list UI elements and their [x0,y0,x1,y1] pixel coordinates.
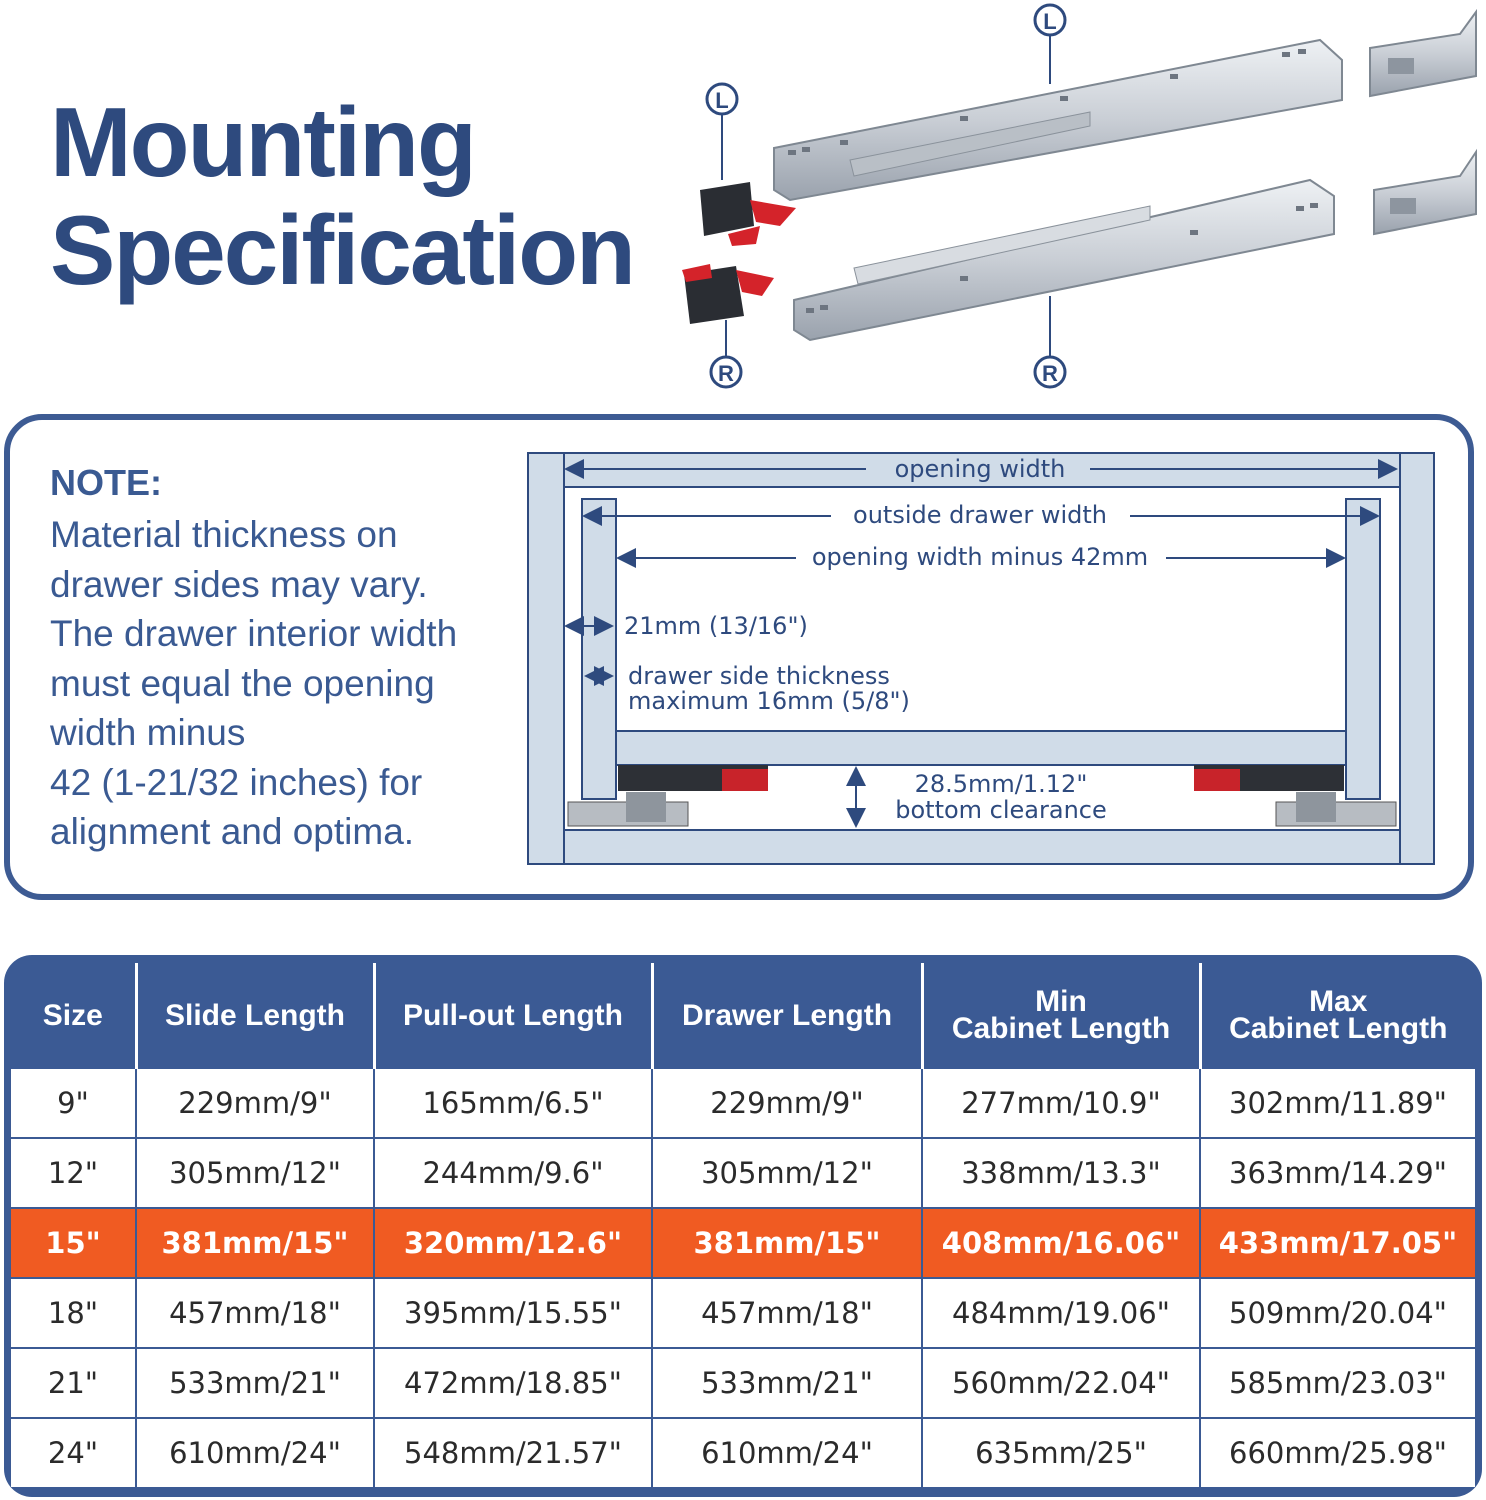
right-locking-device [682,264,774,324]
svg-text:L: L [715,88,729,113]
cell-pullout-length: 244mm/9.6" [374,1138,652,1208]
note-line: Material thickness on [50,514,398,555]
cell-pullout-length: 548mm/21.57" [374,1418,652,1487]
right-slide-rail [794,180,1334,340]
cell-pullout-length: 472mm/18.85" [374,1348,652,1418]
drawer-left-side [582,499,616,799]
label-side-gap: 21mm (13/16") [624,612,808,640]
cabinet-bottom [564,830,1400,864]
svg-text:R: R [1042,361,1058,386]
cell-max-cabinet: 660mm/25.98" [1200,1418,1475,1487]
rear-bracket-bottom [1374,152,1476,234]
note-body [50,510,520,857]
drawer-right-side [1346,499,1380,799]
title-line-1: Mounting [50,87,475,197]
cell-min-cabinet: 484mm/19.06" [922,1278,1200,1348]
cell-slide-length: 381mm/15" [136,1208,374,1278]
header-drawer-length: Drawer Length [652,963,922,1068]
table-row [11,1278,1475,1348]
cell-pullout-length: 320mm/12.6" [374,1208,652,1278]
drawer-bottom [616,731,1346,765]
label-side-thickness-2: maximum 16mm (5/8") [628,687,910,715]
cell-min-cabinet: 408mm/16.06" [922,1208,1200,1278]
svg-text:R: R [718,361,734,386]
cabinet-right-side [1400,453,1434,864]
label-outside-drawer-width: outside drawer width [853,501,1107,529]
cell-pullout-length: 395mm/15.55" [374,1278,652,1348]
note-line: must equal the opening [50,662,435,704]
left-slide-rail [774,40,1342,200]
cell-slide-length: 533mm/21" [136,1348,374,1418]
label-r-bottom-left [711,320,741,387]
cell-slide-length: 229mm/9" [136,1068,374,1138]
note-line: width minus [50,712,246,753]
table-row [11,1138,1475,1208]
label-clearance-1: 28.5mm/1.12" [914,770,1088,798]
label-l-top-center [1035,5,1065,84]
table-row [11,1348,1475,1418]
cell-max-cabinet: 585mm/23.03" [1200,1348,1475,1418]
cell-size: 15" [11,1208,136,1278]
page-title [50,88,634,304]
cell-max-cabinet: 363mm/14.29" [1200,1138,1475,1208]
table-row [11,1418,1475,1487]
cell-drawer-length: 381mm/15" [652,1208,922,1278]
cabinet-left-side [528,453,564,864]
note-line: alignment and optima. [50,811,415,852]
cell-size: 21" [11,1348,136,1418]
table-row-highlighted [11,1208,1475,1278]
cell-drawer-length: 610mm/24" [652,1418,922,1487]
label-clearance-2: bottom clearance [895,796,1107,824]
cell-pullout-length: 165mm/6.5" [374,1068,652,1138]
label-opening-width: opening width [894,455,1066,483]
header-pullout-length: Pull-out Length [374,963,652,1068]
cell-max-cabinet: 433mm/17.05" [1200,1208,1475,1278]
rear-bracket-top [1370,12,1476,96]
cell-size: 24" [11,1418,136,1487]
cross-section-diagram [526,450,1438,868]
cell-min-cabinet: 338mm/13.3" [922,1138,1200,1208]
cell-slide-length: 457mm/18" [136,1278,374,1348]
label-r-bottom-center [1035,296,1065,387]
note-line: The drawer interior width [50,613,458,654]
label-opening-minus: opening width minus 42mm [811,543,1149,571]
note-line: 42 (1-21/32 inches) for [50,761,423,803]
cell-drawer-length: 457mm/18" [652,1278,922,1348]
table-header-row [11,963,1475,1068]
cell-size: 9" [11,1068,136,1138]
title-line-2: Specification [50,195,634,305]
header-size: Size [42,998,103,1032]
cell-min-cabinet: 277mm/10.9" [922,1068,1200,1138]
spec-table-panel [4,955,1482,1497]
drawer-slide-illustration [670,0,1486,400]
cell-slide-length: 305mm/12" [136,1138,374,1208]
cell-min-cabinet: 635mm/25" [922,1418,1200,1487]
cell-slide-length: 610mm/24" [136,1418,374,1487]
label-l-top-left [707,84,737,180]
cell-min-cabinet: 560mm/22.04" [922,1348,1200,1418]
cell-size: 18" [11,1278,136,1348]
cell-size: 12" [11,1138,136,1208]
cell-drawer-length: 305mm/12" [652,1138,922,1208]
cell-drawer-length: 229mm/9" [652,1068,922,1138]
cell-max-cabinet: 302mm/11.89" [1200,1068,1475,1138]
header-max-cabinet-length: Max Cabinet Length [1200,963,1475,1068]
cell-max-cabinet: 509mm/20.04" [1200,1278,1475,1348]
spec-table [11,963,1475,1487]
note-heading: NOTE: [50,462,162,503]
header-min-cabinet-length: Min Cabinet Length [922,963,1200,1068]
table-row [11,1068,1475,1138]
note-line: drawer sides may vary. [50,563,428,605]
header-slide-length: Slide Length [136,963,374,1068]
cell-drawer-length: 533mm/21" [652,1348,922,1418]
label-side-thickness-1: drawer side thickness [628,662,890,690]
svg-text:L: L [1043,9,1057,34]
